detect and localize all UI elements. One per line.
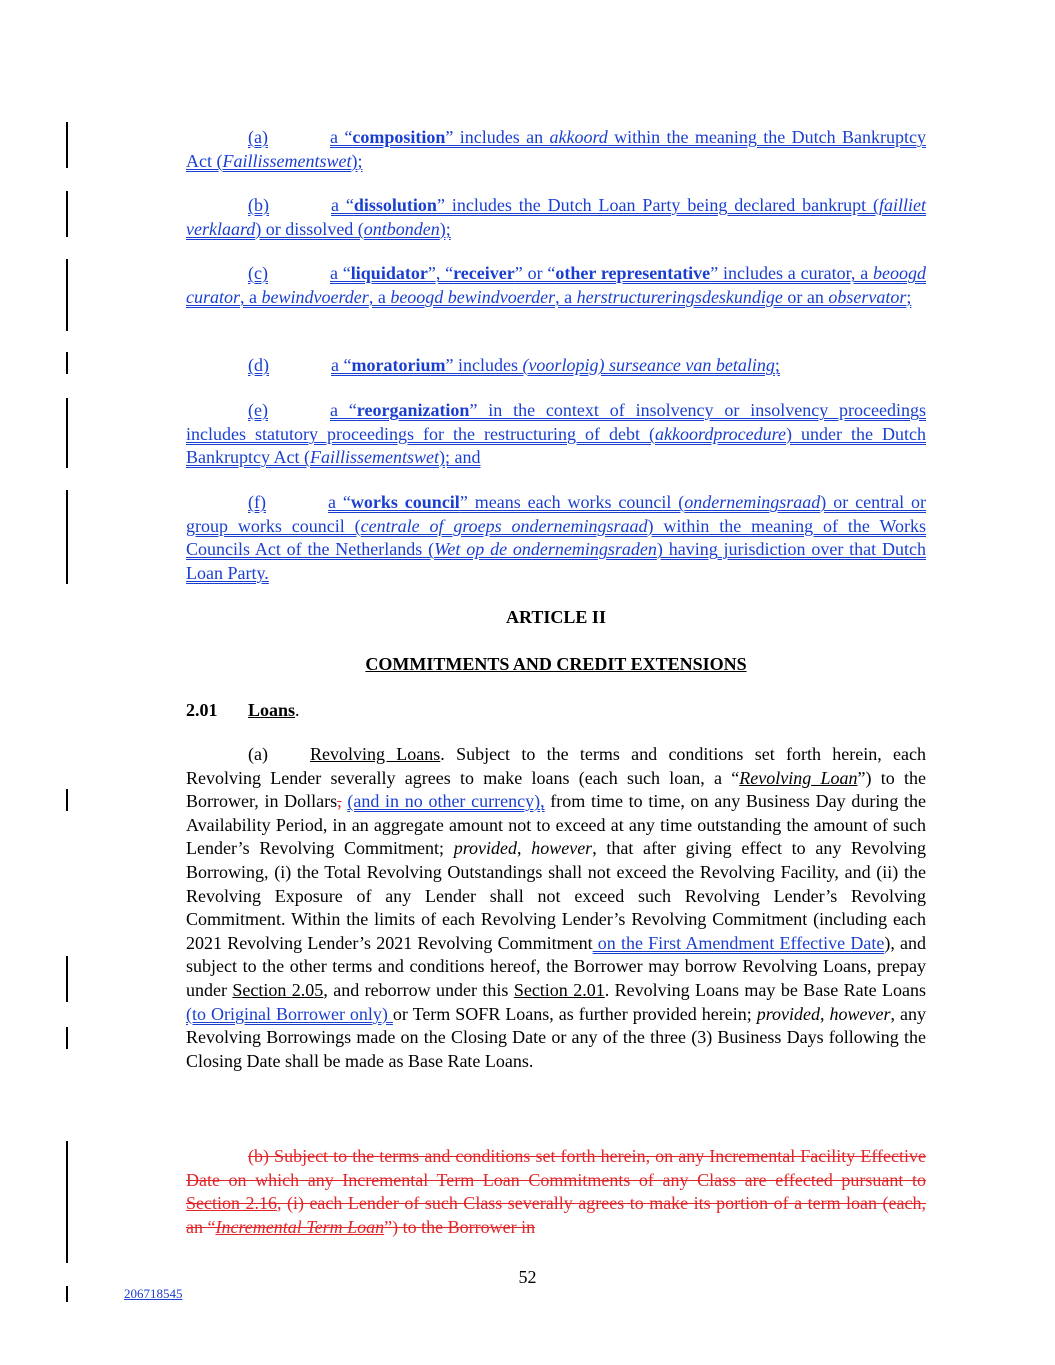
text: a “ <box>329 263 351 283</box>
text: ” includes <box>445 355 523 375</box>
text: ” includes a curator, a <box>710 263 874 283</box>
item-label: (a) <box>248 127 268 147</box>
change-bar <box>66 956 68 1002</box>
text: within the meaning the Dutch Bankruptcy Act ( <box>186 127 926 171</box>
text: a “ <box>327 492 351 512</box>
defined-term: dissolution <box>353 195 437 215</box>
text: , a <box>555 286 577 307</box>
inserted-text: on the First Amendment Effective Date <box>592 932 885 953</box>
text: ” includes the Dutch Loan Party being declared bankrupt ( <box>436 195 879 215</box>
change-bar <box>66 259 68 331</box>
defined-term: other representative <box>555 263 711 283</box>
change-bar <box>66 352 68 374</box>
text: a “ <box>329 400 357 420</box>
italic-term: beoogd bewindvoerder <box>390 286 556 307</box>
item-label: (c) <box>248 263 268 283</box>
change-bar <box>66 191 68 237</box>
text: ” or “ <box>514 263 556 283</box>
item-label: (b) <box>248 195 269 215</box>
text: or an <box>782 286 829 307</box>
article-number: ARTICLE II <box>506 607 606 627</box>
paragraph-heading: Revolving Loans <box>310 744 441 764</box>
deleted-text: (b) Subject to the terms and conditions set forth herein, on any Incremental Facility Effective Date on which any Incremental Term Loan Commitments of any Class are effected pursuant to <box>186 1146 926 1190</box>
italic-term: failliet verklaard <box>186 195 926 239</box>
defined-term: works council <box>350 492 460 512</box>
section-title: Loans <box>248 700 296 720</box>
item-label: (d) <box>248 355 269 375</box>
text: ”, “ <box>427 263 454 283</box>
definition-liquidator <box>186 262 926 309</box>
section-number: 2.01 <box>186 700 218 720</box>
page-number: 52 <box>518 1267 537 1287</box>
defined-term: composition <box>352 127 446 147</box>
text: , that after giving effect to any Revolving Borrowing, (i) the Total Revolving Outstandings shall not exceed the Revolving Facility, and (ii) the Revolving Exposure of any Lender shall not exceed such Revolving Lender’s Revolving Commitment. Within the limits of each Revolving Lender’s Revolving Commitment (including each 2021 Revolving Lender’s 2021 Revolving Commitment <box>186 838 927 953</box>
defined-term: moratorium <box>351 355 446 375</box>
section-heading <box>186 699 926 723</box>
defined-term: Revolving Loan <box>739 767 858 788</box>
deleted-text: , (i) each Lender of such Class severally agrees to make its portion of a term loan (each, an “ <box>186 1193 926 1237</box>
italic-term: bewindvoerder <box>261 286 369 307</box>
defined-term: Incremental Term Loan <box>215 1216 385 1237</box>
text: , <box>820 1003 830 1024</box>
change-bar <box>66 789 68 811</box>
defined-term: reorganization <box>356 400 470 420</box>
text: ) having jurisdiction over that Dutch Loan Party. <box>186 539 926 583</box>
italic-term: provided <box>453 838 518 859</box>
section-reference: Section 2.01 <box>513 979 605 1000</box>
text: ), and subject to the other terms and conditions hereof, the Borrower may borrow Revolving Loans, prepay under <box>186 932 927 1000</box>
italic-term: beoogd curator <box>186 263 927 307</box>
italic-term: (voorlopig) surseance van betaling <box>522 355 775 375</box>
revolving-loans-paragraph <box>186 743 926 1073</box>
definition-composition <box>186 126 926 173</box>
text: , any Revolving Borrowings made on the Closing Date or any of the three (3) Business Days following the Closing Date shall be made as Base Rate Loans. <box>186 1003 926 1071</box>
text: , a <box>240 286 262 307</box>
change-bar <box>66 1027 68 1049</box>
text: a “ <box>331 195 354 215</box>
text: , <box>517 838 532 859</box>
inserted-text: (to Original Borrower only) <box>186 1003 393 1024</box>
text: ” in the context of insolvency or insolvency proceedings includes statutory proceedings for the restructuring of debt ( <box>186 400 926 444</box>
definition-works-council <box>186 491 926 585</box>
italic-term: however <box>531 838 593 859</box>
text: a “ <box>329 127 353 147</box>
defined-term: liquidator <box>350 263 428 283</box>
italic-term: centrale of groeps ondernemingsraad <box>360 515 648 536</box>
section-reference: Section 2.16 <box>186 1193 277 1214</box>
text: , and reborrow under this <box>323 979 514 1000</box>
item-label: (a) <box>248 744 268 764</box>
change-bar <box>66 122 68 168</box>
italic-term: akkoordprocedure <box>655 423 786 444</box>
change-bar <box>66 490 68 584</box>
italic-term: Wet op de ondernemingsraden <box>434 539 657 560</box>
text: ); <box>439 218 451 239</box>
text: ; <box>774 355 780 375</box>
italic-term: ontbonden <box>363 218 440 239</box>
italic-term: however <box>829 1003 891 1024</box>
text: ) under the Dutch Bankruptcy Act ( <box>186 423 926 468</box>
article-title <box>186 653 926 677</box>
text: ); and <box>438 447 481 468</box>
text: ” means each works council ( <box>459 492 685 512</box>
text: ”) to the Borrower, in Dollars <box>186 767 926 812</box>
item-label: (e) <box>248 400 268 420</box>
text: ” includes an <box>445 127 550 147</box>
change-bar <box>66 398 68 468</box>
deleted-text: ”) to the Borrower in <box>384 1216 536 1237</box>
text: . Subject to the terms and conditions set forth herein, each Revolving Lender severally agrees to make loans (each such loan, a “ <box>186 744 926 788</box>
text: or Term SOFR Loans, as further provided herein; <box>392 1003 757 1024</box>
text: a “ <box>331 355 352 375</box>
document-id: 206718545 <box>124 1286 183 1301</box>
italic-term: akkoord <box>549 127 608 147</box>
text: from time to time, on any Business Day during the Availability Period, in an aggregate amount not to exceed at any time outstanding the amount of such Lender’s Revolving Commitment; <box>186 791 927 859</box>
defined-term: receiver <box>453 263 515 283</box>
italic-term: ondernemingsraad <box>684 492 821 512</box>
text: ) within the meaning of the Works Councils Act of the Netherlands ( <box>186 515 926 560</box>
definition-moratorium <box>186 354 926 378</box>
definition-reorganization <box>186 399 926 470</box>
text: ); <box>351 150 363 171</box>
text: ; <box>906 286 912 307</box>
text: ) or central or group works council ( <box>186 492 926 536</box>
italic-term: observator <box>828 286 907 307</box>
italic-term: Faillissementswet <box>309 447 439 468</box>
italic-term: provided <box>756 1003 821 1024</box>
text: . Revolving Loans may be Base Rate Loans <box>604 979 927 1000</box>
item-label: (f) <box>248 492 266 512</box>
article-title-text: COMMITMENTS AND CREDIT EXTENSIONS <box>365 654 747 674</box>
italic-term: herstructureringsdeskundige <box>576 286 783 307</box>
definition-dissolution <box>186 194 926 241</box>
italic-term: Faillissementswet <box>222 150 352 171</box>
text: , a <box>368 286 391 307</box>
deleted-incremental-paragraph <box>186 1145 926 1239</box>
change-bar <box>66 1141 68 1263</box>
deleted-text: , <box>337 791 342 812</box>
inserted-text: (and in no other currency), <box>347 791 545 812</box>
section-reference: Section 2.05 <box>232 979 324 1000</box>
text: . <box>295 700 300 720</box>
text: ) or dissolved ( <box>255 218 364 239</box>
